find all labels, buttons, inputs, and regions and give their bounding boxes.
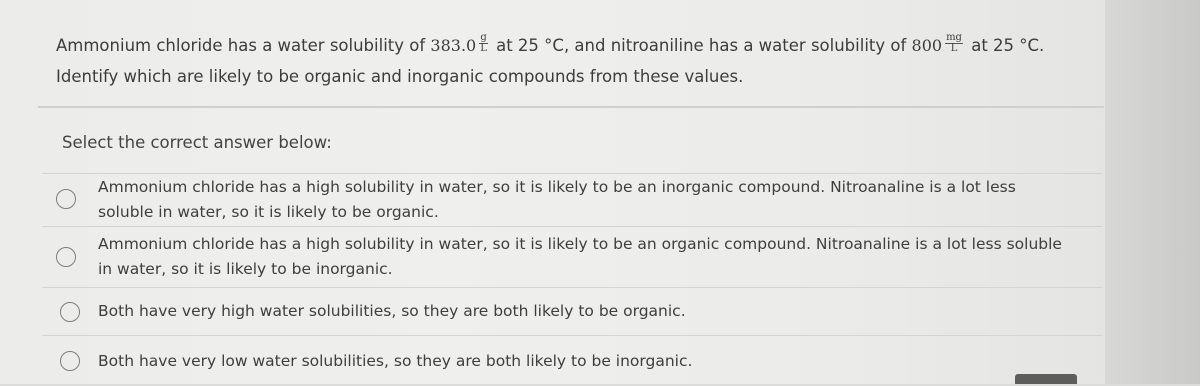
unit-fraction-1	[479, 33, 488, 54]
divider	[38, 106, 1104, 108]
unit-2-numerator: mg	[946, 32, 962, 43]
unit-2-denominator: L	[950, 43, 958, 54]
unit-fraction-2	[945, 33, 963, 54]
answer-option-1[interactable]	[42, 173, 1102, 226]
question-part-3: at 25 °C.	[965, 36, 1045, 55]
answer-option-label: Both have very low water solubilities, so they are both likely to be inorganic.	[98, 351, 693, 370]
question-line-1	[56, 30, 1106, 61]
answer-option-label: Ammonium chloride has a high solubility in water, so it is likely to be an organic compound. Nitroanaline is a lot less soluble in water, so it is likely to be inorganic.	[98, 235, 1062, 278]
submit-button[interactable]	[1015, 374, 1077, 384]
answer-option-label: Ammonium chloride has a high solubility in water, so it is likely to be an inorganic compound. Nitroanaline is a lot less soluble in water, so it is likely to be organic.	[98, 178, 1016, 221]
question-part-1: Ammonium chloride has a water solubility of	[56, 36, 431, 55]
answer-option-2[interactable]	[42, 226, 1102, 287]
answer-option-3[interactable]	[42, 287, 1102, 335]
answer-option-label: Both have very high water solubilities, so they are both likely to be organic.	[98, 302, 686, 320]
question-part-2: at 25 °C, and nitroaniline has a water solubility of	[490, 36, 912, 55]
solubility-value-2: 800	[911, 36, 943, 55]
answer-prompt: Select the correct answer below:	[62, 133, 332, 152]
answer-options	[42, 173, 1102, 386]
solubility-value-1: 383.0	[430, 36, 477, 55]
question-line-2: Identify which are likely to be organic and inorganic compounds from these values.	[56, 67, 744, 86]
background-edge	[1105, 0, 1200, 384]
question-text	[56, 30, 1106, 92]
radio-button-icon[interactable]	[60, 302, 80, 322]
radio-button-icon[interactable]	[56, 247, 76, 267]
unit-1-numerator: g	[480, 32, 487, 43]
radio-button-icon[interactable]	[60, 351, 80, 371]
answer-option-4[interactable]	[42, 335, 1102, 386]
unit-1-denominator: L	[480, 43, 487, 54]
radio-button-icon[interactable]	[56, 189, 76, 209]
